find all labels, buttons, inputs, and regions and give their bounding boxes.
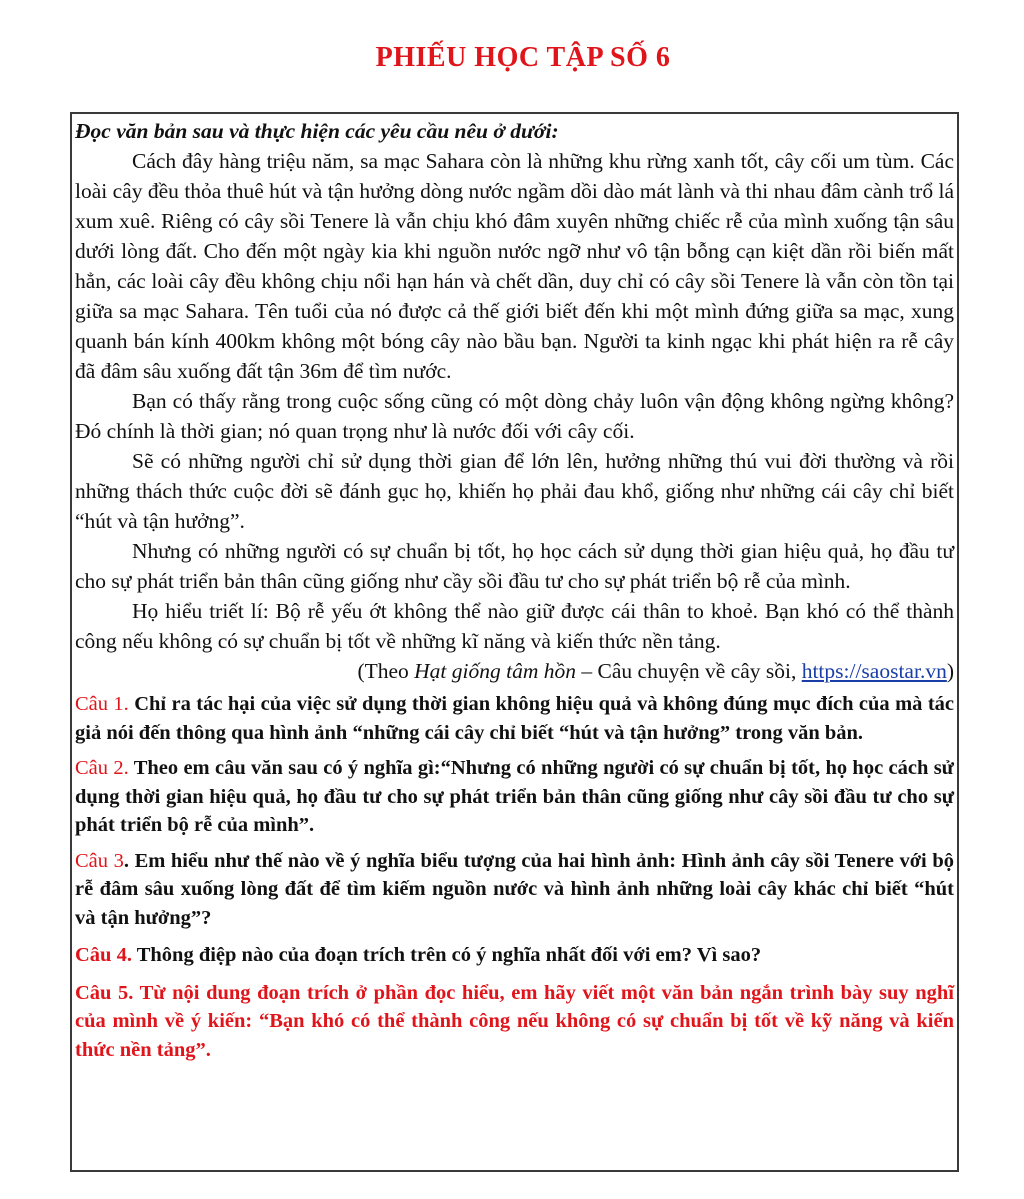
passage-paragraph-4: Nhưng có những người có sự chuẩn bị tốt, họ học cách sử dụng thời gian hiệu quả, họ đầu tư cho sự phát triển bản thân cũng giống như cầy sồi đầu tư cho sự phát triển bộ rễ của mình. xyxy=(75,539,954,593)
question-5-label: Câu 5. xyxy=(75,981,134,1004)
page-title: PHIẾU HỌC TẬP SỐ 6 xyxy=(375,42,671,73)
question-2-label: Câu 2. xyxy=(75,757,129,779)
question-2 xyxy=(75,754,954,840)
source-suffix: ) xyxy=(946,659,954,683)
question-3-text: . Em hiểu như thế nào về ý nghĩa biểu tượng của hai hình ảnh: Hình ảnh cây sồi Tenere với bộ rễ đâm sâu xuống lòng đất để tìm kiếm nguồn nước và hình ảnh những loài cây khác chỉ biết “hút và tận hưởng”? xyxy=(75,849,954,929)
passage-paragraph-5: Họ hiểu triết lí: Bộ rễ yếu ớt không thể nào giữ được cái thân to khoẻ. Bạn khó có thể thành công nếu không có sự chuẩn bị tốt về những kĩ năng và kiến thức nền tảng. xyxy=(75,599,954,653)
question-4 xyxy=(75,941,954,970)
instruction-heading: Đọc văn bản sau và thực hiện các yêu cầu nêu ở dưới: xyxy=(75,119,559,143)
question-5-text: Từ nội dung đoạn trích ở phần đọc hiểu, em hãy viết một văn bản ngắn trình bày suy nghĩ của mình về ý kiến: “Bạn khó có thể thành công nếu không có sự chuẩn bị tốt về kỹ năng và kiến thức nền tảng”. xyxy=(75,981,954,1061)
source-citation xyxy=(75,656,954,686)
worksheet-box xyxy=(70,112,959,1172)
passage-paragraph-1: Cách đây hàng triệu năm, sa mạc Sahara còn là những khu rừng xanh tốt, cây cối um tùm. Các loài cây đều thỏa thuê hút và tận hưởng dòng nước ngầm dồi dào mát lành và thi nhau đâm cành trổ lá xum xuê. Riêng có cây sồi Tenere là vẫn chịu khó đâm xuyên những chiếc rễ của mình xuống tận sâu dưới lòng đất. Cho đến một ngày kia khi nguồn nước ngỡ như vô tận bỗng cạn kiệt dần rồi biến mất hẳn, các loài cây đều không chịu nổi hạn hán và chết dần, duy chỉ có cây sồi Tenere là vẫn còn tồn tại giữa sa mạc Sahara. Tên tuổi của nó được cả thế giới biết đến khi một mình đứng giữa sa mạc, xung quanh bán kính 400km không một bóng cây nào bầu bạn. Người ta kinh ngạc khi phát hiện ra rễ cây đã đâm sâu xuống đất tận 36m để tìm nước. xyxy=(75,149,954,383)
question-5 xyxy=(75,979,954,1065)
source-book-title: Hạt giống tâm hồn xyxy=(414,659,577,683)
question-3 xyxy=(75,847,954,933)
source-link[interactable]: https://saostar.vn xyxy=(801,659,947,683)
question-1 xyxy=(75,690,954,747)
source-prefix: (Theo xyxy=(357,659,415,683)
passage-paragraph-2: Bạn có thấy rằng trong cuộc sống cũng có một dòng chảy luôn vận động không ngừng không? Đó chính là thời gian; nó quan trọng như là nước đối với cây cối. xyxy=(75,389,954,443)
question-4-label: Câu 4. xyxy=(75,944,132,966)
question-1-label: Câu 1. xyxy=(75,693,129,715)
question-4-text: Thông điệp nào của đoạn trích trên có ý nghĩa nhất đối với em? Vì sao? xyxy=(131,944,762,966)
passage-paragraph-3: Sẽ có những người chỉ sử dụng thời gian để lớn lên, hưởng những thú vui đời thường và rồi những thách thức cuộc đời sẽ đánh gục họ, khiến họ phải đau khổ, giống như những cái cây chỉ biết “hút và tận hưởng”. xyxy=(75,449,954,533)
question-3-label: Câu 3 xyxy=(75,849,124,872)
question-2-text: Theo em câu văn sau có ý nghĩa gì:“Nhưng có những người có sự chuẩn bị tốt, họ học cách sử dụng thời gian hiệu quả, họ đầu tư cho sự phát triển bản thân cũng giống như cây sồi đầu tư cho sự phát triển bộ rễ của mình”. xyxy=(75,757,954,836)
question-1-text: Chỉ ra tác hại của việc sử dụng thời gian không hiệu quả và không đúng mục đích của mà tác giả nói đến thông qua hình ảnh “những cái cây chỉ biết “hút và tận hưởng” trong văn bản. xyxy=(75,693,954,744)
source-middle: – Câu chuyện về cây sồi, xyxy=(576,659,802,683)
